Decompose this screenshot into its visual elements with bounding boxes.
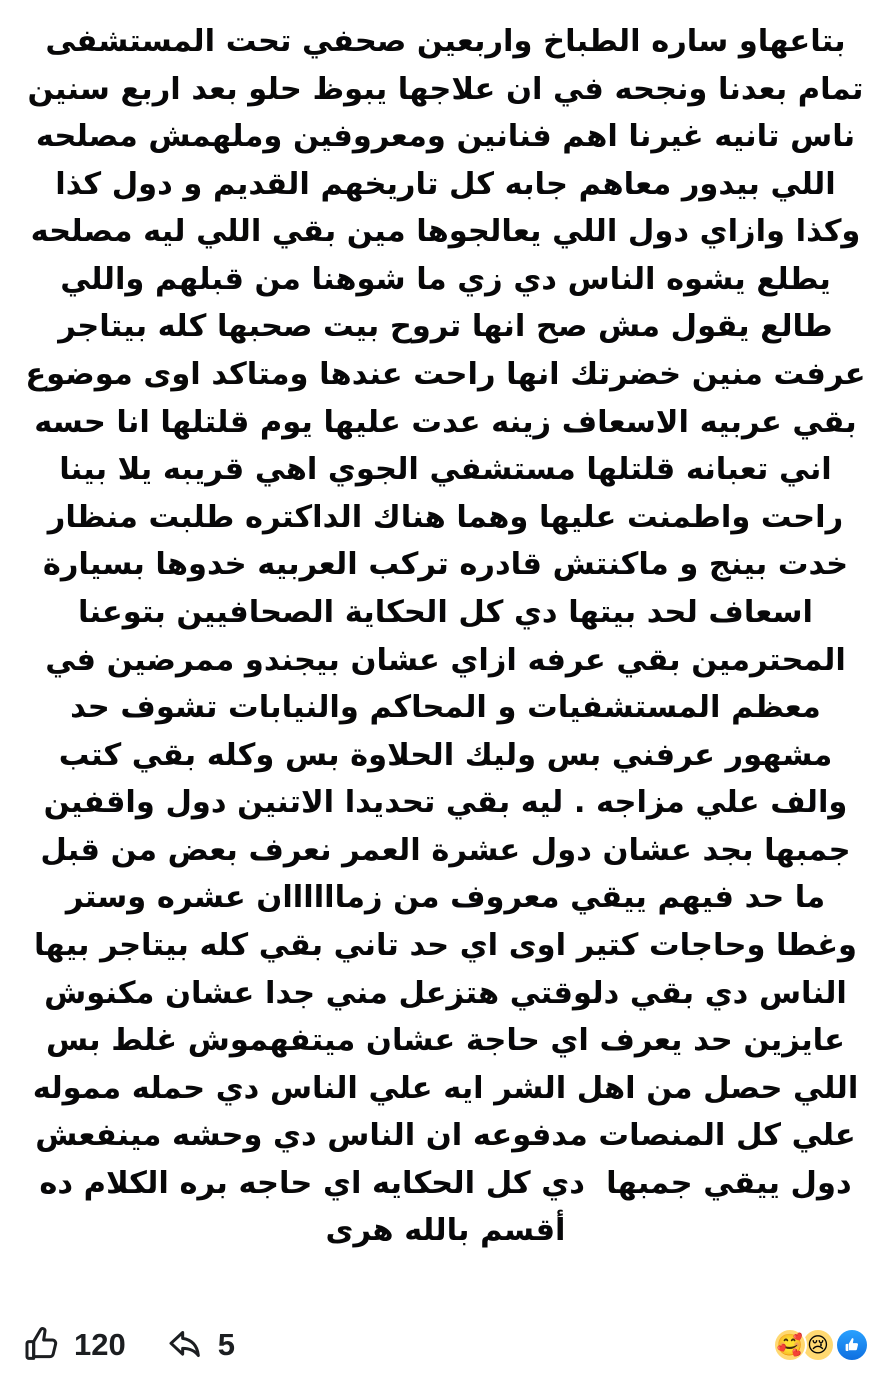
reaction-like-icon[interactable] (835, 1328, 869, 1362)
post-text: بتاعهاو ساره الطباخ واربعين صحفي تحت المستشفى تمام بعدنا ونجحه في ان علاجها يبوظ حلو بعد اربع سنين ناس تانيه غيرنا اهم فنانين ومعروفين وملهمش مصلحه اللي بيدور معاهم جابه كل تاريخهم القديم و دول كذا وكذا وازاي دول اللي يعالجوها مين بقي اللي ليه مصلحه يطلع يشوه الناس دي زي ما شوهنا من قبلهم واللي طالع يقول مش صح انها تروح بيت صحبها كله بيتاجر عرفت منين خضرتك انها راحت عندها ومتاكد اوى موضوع بقي عربيه الاسعاف زينه عدت عليها يوم قلتلها انا حسه اني تعبانه قلتلها مستشفي الجوي اهي قريبه يلا بينا راحت واطمنت عليها وهما هناك الداكتره طلبت منظار خدت بينج و ماكنتش قادره تركب العربيه خدوها بسيارة اسعاف لحد بيتها دي كل الحكاية الصحافيين بتوعنا المحترمين بقي عرفه ازاي عشان بيجندو ممرضين في معظم المستشفيات و المحاكم والنيابات تشوف حد مشهور عرفني بس وليك الحلاوة بس وكله بقي كتب والف علي مزاجه . ليه بقي تحديدا الاتنين دول واقفين جمبها بجد عشان دول عشرة العمر نعرف بعض من قبل ما حد فيهم ييقي معروف من زماااااان عشره وستر وغطا وحاجات كتير اوى اي حد تاني بقي كله بيتاجر بيها الناس دي بقي دلوقتي هتزعل مني جدا عشان مكنوش عايزين حد يعرف اي حاجة عشان ميتفهموش غلط بس اللي حصل من اهل الشر ايه علي الناس دي حمله مموله علي كل المنصات مدفوعه ان الناس دي وحشه مينفعش دول ييقي جمبها دي كل الحكايه اي حاجه بره الكلام ده أقسم بالله هرى (14, 24, 866, 1249)
share-stat[interactable] (166, 1325, 235, 1365)
like-stat[interactable] (22, 1325, 126, 1365)
post-footer (0, 1304, 891, 1400)
reaction-badges[interactable] (776, 1328, 869, 1362)
reaction-care-icon[interactable]: 🥰 (773, 1328, 807, 1362)
thumbs-up-icon[interactable] (22, 1325, 62, 1365)
share-count: 5 (217, 1327, 235, 1362)
engagement-actions (22, 1325, 235, 1365)
share-icon[interactable] (166, 1325, 206, 1365)
reaction-sad-icon[interactable]: 😢 (801, 1328, 835, 1362)
like-count: 120 (74, 1327, 126, 1362)
